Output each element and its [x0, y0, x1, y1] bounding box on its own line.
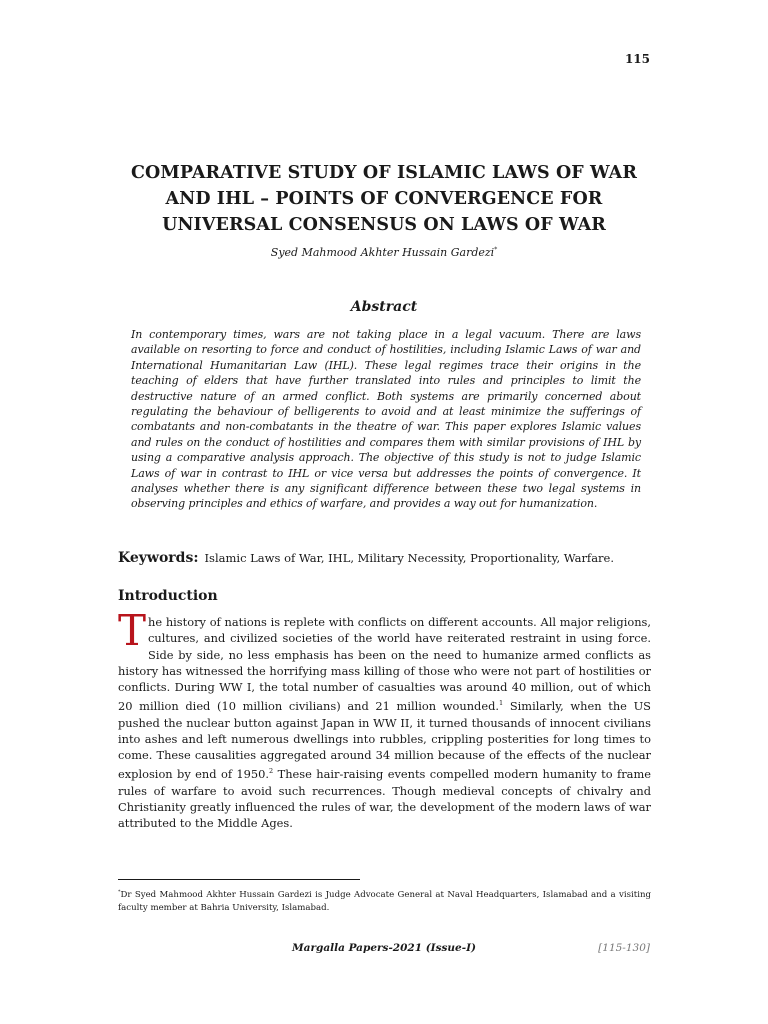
footnote-text: Dr Syed Mahmood Akhter Hussain Gardezi is Judge Advocate General at Naval Headquarters, Islamabad and a visiting faculty member at Bahria University, Islamabad. [118, 889, 651, 914]
author-footnote-mark: * [494, 246, 498, 254]
introduction-heading: Introduction [118, 588, 218, 604]
author-line [0, 246, 768, 259]
title-line: AND IHL – POINTS OF CONVERGENCE FOR [165, 189, 603, 209]
abstract-text: In contemporary times, wars are not taking place in a legal vacuum. There are laws available on resorting to force and conduct of hostilities, including Islamic Laws of war and International Humanitarian Law (IHL). These legal regimes trace their origins in the teaching of elders that have further translated into rules and principles to limit the destructive nature of an armed conflict. Both systems are primarily concerned about regulating the behaviour of belligerents to avoid and at least minimize the sufferings of combatants and non-combatants in the theatre of war. This paper explores Islamic values and rules on the conduct of hostilities and compares them with similar provisions of IHL by using a comparative analysis approach. The objective of this study is not to judge Islamic Laws of war in contrast to IHL or vice versa but addresses the points of convergence. It analyses whether there is any significant difference between these two legal systems in observing principles and ethics of warfare, and provides a way out for humanization. [131, 328, 641, 511]
drop-cap: T [118, 606, 147, 655]
keywords-label: Keywords: [118, 550, 199, 566]
title-line: UNIVERSAL CONSENSUS ON LAWS OF WAR [162, 215, 606, 235]
journal-footer: Margalla Papers-2021 (Issue-I) [292, 942, 476, 954]
intro-text-part-2: Similarly, when the US pushed the nuclear button against Japan in WW II, it turned thousands of innocent civilians into ashes and left numerous dwellings into rubbles, crippling posterities for long times to come. These causalities aggregated around 34 million because of the effects of the nuclear explosion by end of 1950. [118, 699, 651, 782]
paper-title [90, 160, 678, 238]
title-line: COMPARATIVE STUDY OF ISLAMIC LAWS OF WAR [131, 163, 637, 183]
abstract-heading: Abstract [350, 299, 418, 315]
intro-text-part-1: he history of nations is replete with conflicts on different accounts. All major religions, cultures, and civilized societies of the world have reiterated restraint in using force. Side by side, no less emphasis has been on the need to humanize armed conflicts as history has witnessed the horrifying mass killing of those who were not part of hostilities or conflicts. During WW I, the total number of casualties was around 40 million, out of which 20 million died (10 million civilians) and 21 million wounded. [118, 615, 651, 714]
footnote [118, 886, 651, 916]
keywords-line [118, 550, 658, 566]
footnote-mark: * [118, 889, 121, 895]
footnote-ref[interactable]: 2 [269, 767, 274, 776]
introduction-paragraph [118, 606, 651, 831]
intro-text-part-3: These hair-raising events compelled modern humanity to frame rules of warfare to avoid such recurrences. Though medieval concepts of chivalry and Christianity greatly influenced the rules of war, the development of the modern laws of war attributed to the Middle Ages. [118, 767, 651, 831]
keywords-text: Islamic Laws of War, IHL, Military Necessity, Proportionality, Warfare. [204, 551, 615, 565]
footnote-ref[interactable]: 1 [499, 699, 504, 708]
page-range: [115-130] [598, 942, 650, 954]
author-name: Syed Mahmood Akhter Hussain Gardezi [270, 246, 495, 259]
footnote-divider [118, 879, 360, 880]
page-number: 115 [624, 52, 650, 66]
